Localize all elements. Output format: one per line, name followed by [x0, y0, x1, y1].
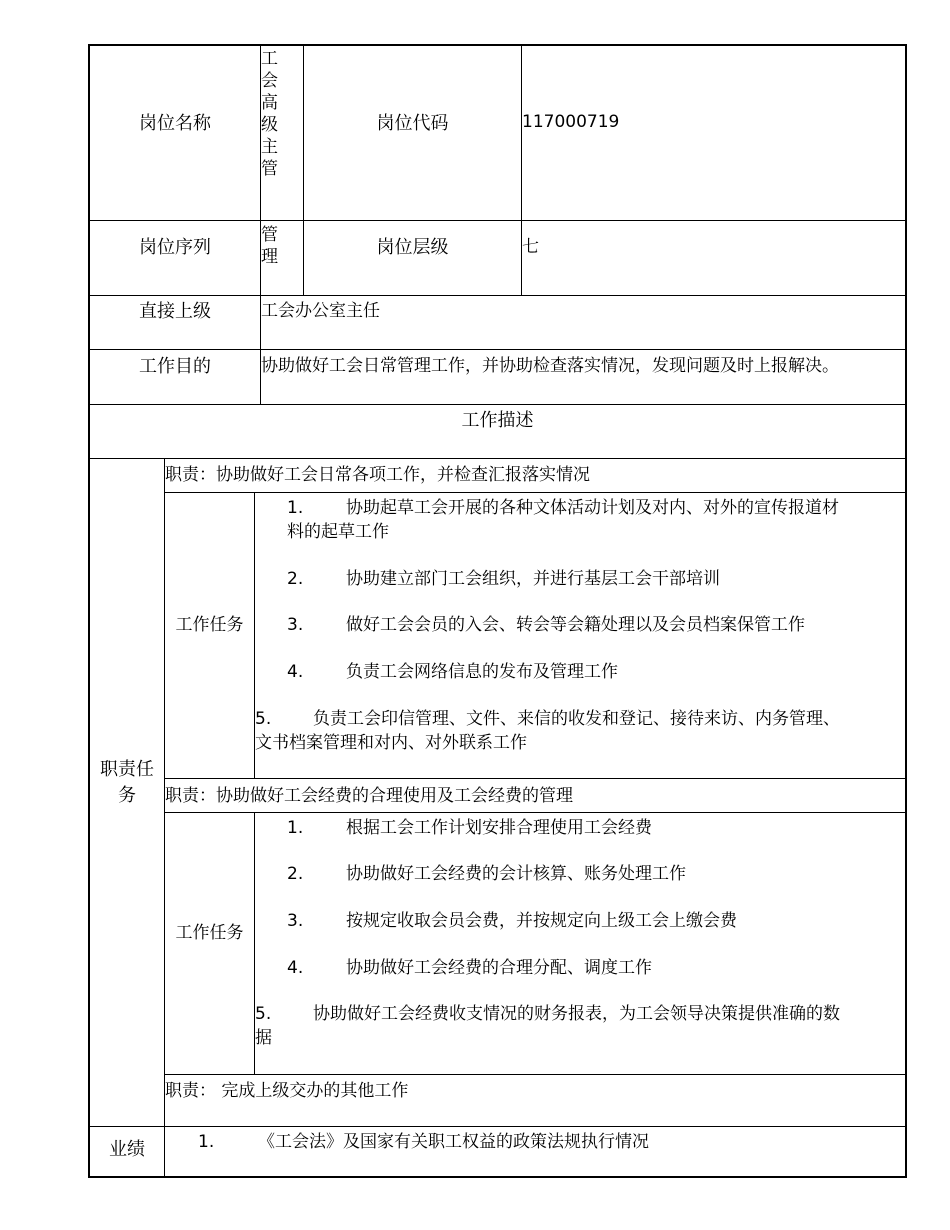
task-number: 1.	[287, 818, 304, 838]
duty-title: 职责：协助做好工会日常各项工作，并检查汇报落实情况	[165, 465, 590, 485]
performance-number: 1.	[198, 1132, 215, 1152]
task-number: 2.	[287, 569, 304, 589]
duties-label: 职责任务	[100, 759, 154, 806]
description-title: 工作描述	[461, 410, 534, 431]
task-text: 做好工会会员的入会、转会等会籍处理以及会员档案保管工作	[346, 615, 805, 635]
task-number: 1.	[287, 498, 304, 518]
purpose-value: 协助做好工会日常管理工作，并协助检查落实情况，发现问题及时上报解决。	[261, 356, 839, 376]
job-level-value: 七	[522, 237, 539, 257]
task-text: 根据工会工作计划安排合理使用工会经费	[346, 818, 652, 838]
task-number: 4.	[287, 662, 304, 682]
row-divider	[88, 404, 907, 405]
task-number: 5.	[255, 1004, 272, 1024]
task-number: 2.	[287, 864, 304, 884]
job-name-value: 工会高级主管	[261, 49, 278, 179]
task-text: 负责工会印信管理、文件、来信的收发和登记、接待来访、内务管理、	[313, 709, 840, 729]
table-border-top	[88, 44, 907, 46]
task-label: 工作任务	[175, 615, 244, 635]
job-sequence-value: 管理	[261, 225, 278, 267]
table-border-right	[905, 44, 907, 1178]
row-divider	[88, 220, 907, 221]
task-text: 协助建立部门工会组织，并进行基层工会干部培训	[346, 569, 720, 589]
task-number: 3.	[287, 911, 304, 931]
job-name-label: 岗位名称	[139, 113, 211, 134]
performance-text: 《工会法》及国家有关职工权益的政策法规执行情况	[258, 1132, 649, 1152]
task-text: 协助做好工会经费收支情况的财务报表，为工会领导决策提供准确的数	[313, 1004, 840, 1024]
job-code-label: 岗位代码	[376, 113, 449, 134]
duty-title: 职责： 完成上级交办的其他工作	[165, 1081, 409, 1101]
table-border-bottom	[88, 1176, 907, 1178]
row-divider	[164, 492, 907, 493]
row-divider	[164, 778, 907, 779]
row-divider	[88, 295, 907, 296]
task-number: 4.	[287, 958, 304, 978]
row-divider	[88, 349, 907, 350]
task-number: 3.	[287, 615, 304, 635]
task-text: 协助做好工会经费的合理分配、调度工作	[346, 958, 652, 978]
purpose-label: 工作目的	[139, 356, 211, 377]
row-divider	[164, 812, 907, 813]
row-divider	[164, 1074, 907, 1075]
task-label: 工作任务	[175, 923, 244, 943]
task-text-cont: 据	[255, 1028, 272, 1048]
job-level-label: 岗位层级	[376, 237, 449, 258]
task-text: 按规定收取会员会费，并按规定向上级工会上缴会费	[346, 911, 737, 931]
task-text-cont: 文书档案管理和对内、对外联系工作	[255, 733, 527, 753]
superior-value: 工会办公室主任	[261, 301, 380, 321]
row-divider	[88, 458, 907, 459]
task-text-cont: 料的起草工作	[287, 522, 389, 542]
task-text: 负责工会网络信息的发布及管理工作	[346, 662, 618, 682]
superior-label: 直接上级	[139, 301, 211, 322]
duty-title: 职责：协助做好工会经费的合理使用及工会经费的管理	[165, 786, 573, 806]
task-text: 协助做好工会经费的会计核算、账务处理工作	[346, 864, 686, 884]
task-number: 5.	[255, 709, 272, 729]
job-code-value: 117000719	[522, 112, 620, 132]
performance-label: 业绩	[109, 1139, 145, 1160]
table-border-left	[88, 44, 90, 1178]
job-sequence-label: 岗位序列	[139, 237, 211, 258]
col-divider	[164, 458, 165, 1178]
task-text: 协助起草工会开展的各种文体活动计划及对内、对外的宣传报道材	[346, 498, 839, 518]
row-divider	[88, 1126, 907, 1127]
